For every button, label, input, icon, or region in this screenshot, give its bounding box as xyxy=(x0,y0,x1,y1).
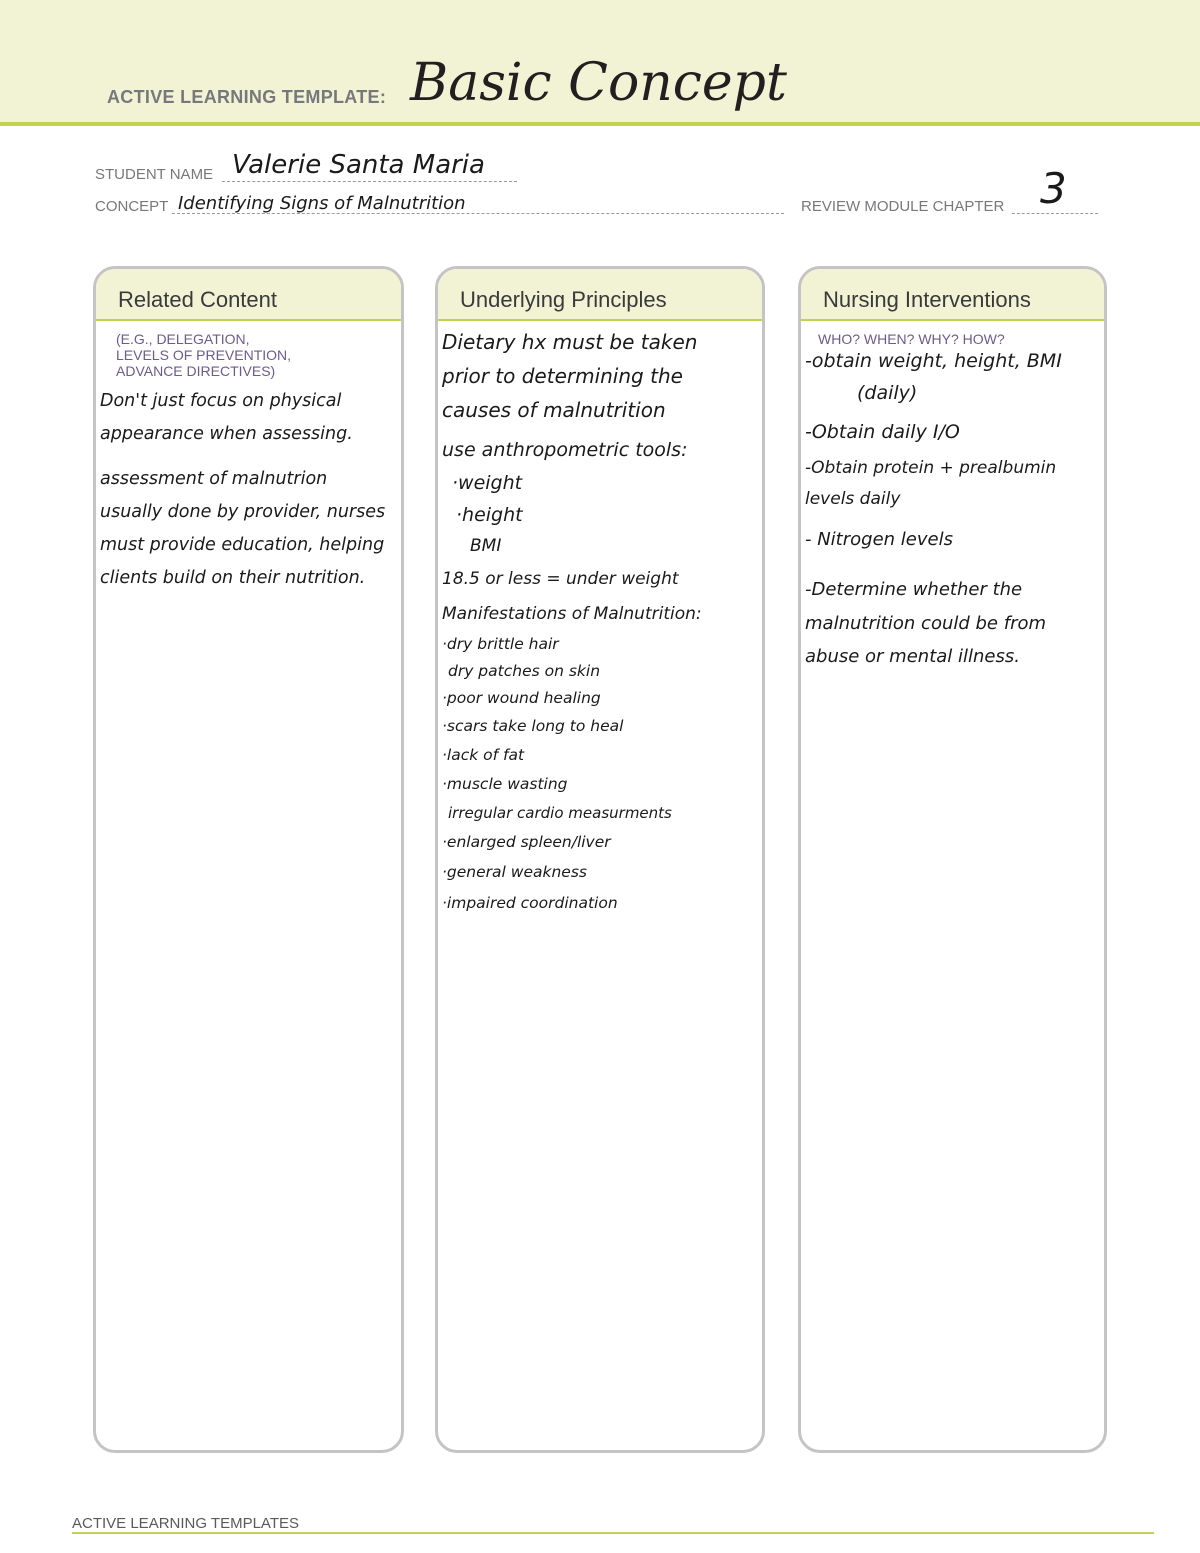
note-line: (daily) xyxy=(857,382,918,404)
note-line: use anthropometric tools: xyxy=(442,439,688,461)
review-module-line xyxy=(1012,213,1098,214)
underlying-principles-title: Underlying Principles xyxy=(460,287,667,312)
note-line: irregular cardio measurments xyxy=(448,804,672,822)
note-line: -Determine whether the xyxy=(805,579,1023,600)
note-line: ·muscle wasting xyxy=(442,775,568,793)
note-line: -obtain weight, height, BMI xyxy=(805,350,1062,372)
note-line: ·impaired coordination xyxy=(442,894,618,912)
underlying-principles-box xyxy=(435,266,765,1453)
note-line: usually done by provider, nurses xyxy=(100,502,386,522)
related-content-notes[interactable] xyxy=(100,385,385,595)
note-line: ·scars take long to heal xyxy=(442,717,624,735)
subtitle-line: WHO? WHEN? WHY? HOW? xyxy=(818,331,1005,347)
note-line: ·weight xyxy=(452,472,523,494)
note-line: - Nitrogen levels xyxy=(805,529,953,550)
footer-label: ACTIVE LEARNING TEMPLATES xyxy=(72,1515,299,1532)
review-module-value[interactable]: 3 xyxy=(1040,164,1067,213)
template-label: ACTIVE LEARNING TEMPLATE: xyxy=(107,87,387,107)
note-line: dry patches on skin xyxy=(448,662,601,680)
subtitle-line: ADVANCE DIRECTIVES) xyxy=(116,363,276,379)
note-line: must provide education, helping xyxy=(100,535,385,555)
review-module-label: REVIEW MODULE CHAPTER xyxy=(801,198,1005,215)
related-content-box xyxy=(93,266,404,1453)
student-name-label: STUDENT NAME xyxy=(95,166,214,183)
related-content-subtitle xyxy=(116,331,291,379)
note-line: ·lack of fat xyxy=(442,746,525,764)
note-line: -Obtain protein + prealbumin xyxy=(805,458,1057,478)
nursing-interventions-title: Nursing Interventions xyxy=(823,287,1031,312)
note-line: prior to determining the xyxy=(442,364,683,388)
note-line: ·poor wound healing xyxy=(442,689,601,707)
note-line: malnutrition could be from xyxy=(805,613,1047,634)
underlying-principles-notes[interactable] xyxy=(442,325,702,919)
note-line: assessment of malnutrion xyxy=(100,469,328,489)
note-line: 18.5 or less = under weight xyxy=(442,569,679,589)
note-line: abuse or mental illness. xyxy=(805,646,1020,667)
note-line: BMI xyxy=(470,536,502,556)
note-line: Dietary hx must be taken xyxy=(442,330,698,354)
header-rule xyxy=(0,122,1200,126)
student-name-line xyxy=(222,181,517,182)
note-line: ·enlarged spleen/liver xyxy=(442,833,611,851)
student-name-value[interactable]: Valerie Santa Maria xyxy=(232,150,485,180)
note-line: ·dry brittle hair xyxy=(442,635,559,653)
note-line: Manifestations of Malnutrition: xyxy=(442,604,702,624)
note-line: -Obtain daily I/O xyxy=(805,421,960,443)
note-line: causes of malnutrition xyxy=(442,398,666,422)
subtitle-line: LEVELS OF PREVENTION, xyxy=(116,347,292,363)
concept-value[interactable]: Identifying Signs of Malnutrition xyxy=(178,193,466,214)
template-title: Basic Concept xyxy=(410,53,787,113)
note-line: ·general weakness xyxy=(442,863,587,881)
related-content-title: Related Content xyxy=(118,287,277,312)
concept-label: CONCEPT xyxy=(95,198,169,215)
nursing-interventions-notes[interactable] xyxy=(805,345,1062,673)
subtitle-line: (E.G., DELEGATION, xyxy=(116,331,250,347)
note-line: appearance when assessing. xyxy=(100,424,353,444)
note-line: clients build on their nutrition. xyxy=(100,568,366,588)
note-line: levels daily xyxy=(805,489,901,509)
footer-rule xyxy=(72,1532,1154,1534)
note-line: Don't just focus on physical xyxy=(100,391,342,411)
note-line: ·height xyxy=(456,504,523,526)
nursing-interventions-box xyxy=(798,266,1107,1453)
